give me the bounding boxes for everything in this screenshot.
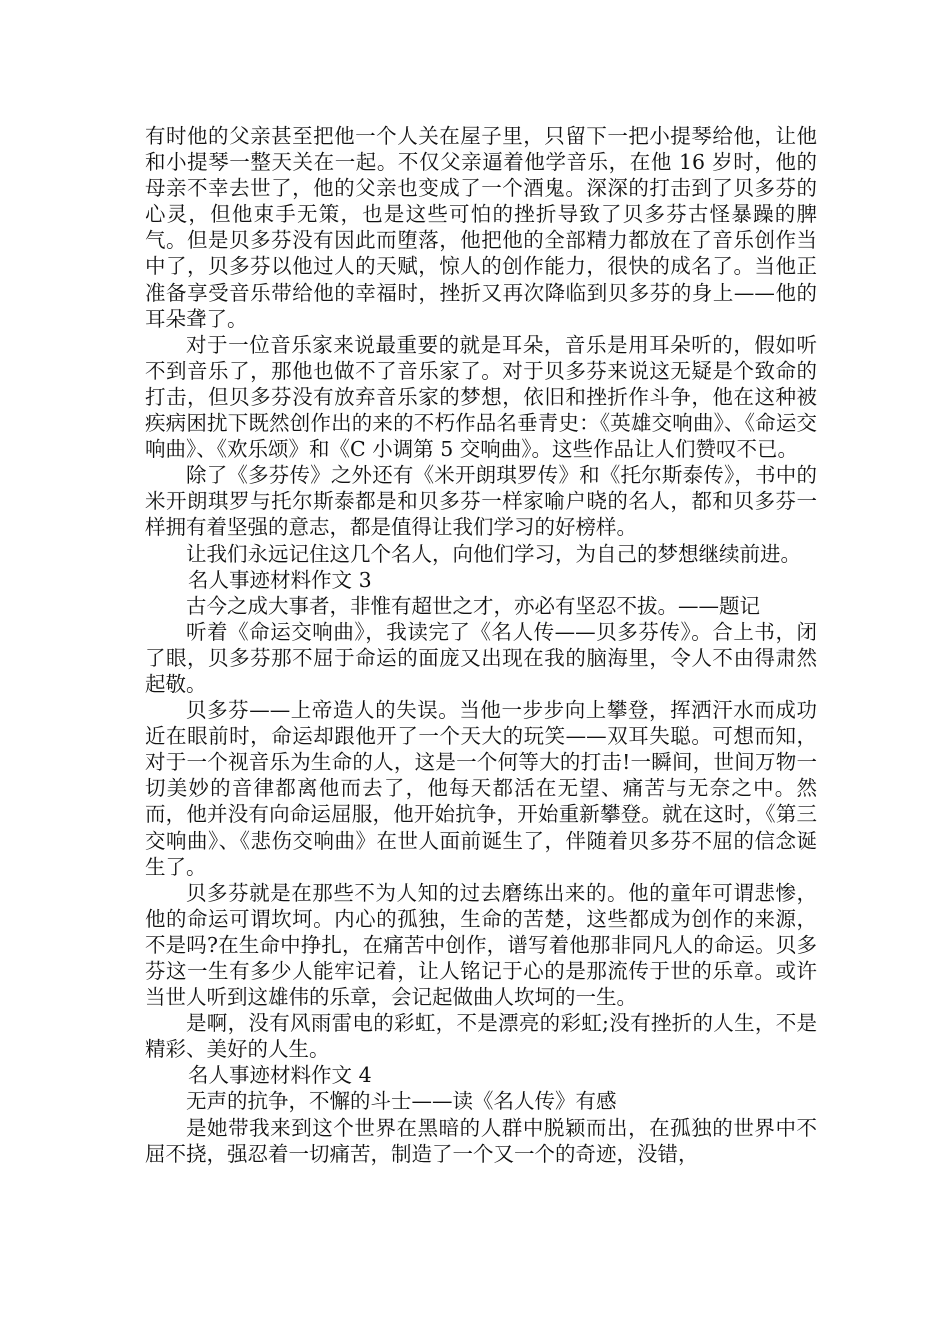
paragraph: 除了《多芬传》之外还有《米开朗琪罗传》和《托尔斯泰传》，书中的米开朗琪罗与托尔斯泰都是和贝多芬一样家喻户晓的名人，都和贝多芬一样拥有着坚强的意志，都是值得让我们学习的好榜样。	[145, 463, 817, 540]
paragraph: 让我们永远记住这几个名人，向他们学习，为自己的梦想继续前进。	[186, 541, 801, 566]
paragraph: 是她带我来到这个世界在黑暗的人群中脱颖而出，在孤独的世界中不屈不挠，强忍着一切痛苦，制造了一个又一个的奇迹，没错，	[145, 1115, 817, 1166]
paragraph: 贝多芬就是在那些不为人知的过去磨练出来的。他的童年可谓悲惨，他的命运可谓坎坷。内心的孤独，生命的苦楚，这些都成为创作的来源，不是吗?在生命中挣扎，在痛苦中创作，谱写着他那非同凡人的命运。贝多芬这一生有多少人能牢记着，让人铭记于心的是那流传于世的乐章。或许当世人听到这雄伟的乐章，会记起做曲人坎坷的一生。	[145, 880, 817, 1010]
paragraph: 贝多芬——上帝造人的失误。当他一步步向上攀登，挥洒汗水而成功近在眼前时，命运却跟他开了一个天大的玩笑——双耳失聪。可想而知，对于一个视音乐为生命的人，这是一个何等大的打击!一瞬间，世间万物一切美妙的音律都离他而去了，他每天都活在无望、痛苦与无奈之中。然而，他并没有向命运屈服，他开始抗争，开始重新攀登。就在这时，《第三交响曲》、《悲伤交响曲》在世人面前诞生了，伴随着贝多芬不屈的信念诞生了。	[145, 698, 817, 879]
section-heading: 名人事迹材料作文 4	[188, 1063, 372, 1088]
paragraph: 古今之成大事者，非惟有超世之才，亦必有坚忍不拔。——题记	[186, 593, 760, 618]
section-heading: 名人事迹材料作文 3	[188, 567, 372, 592]
paragraph: 有时他的父亲甚至把他一个人关在屋子里，只留下一把小提琴给他，让他和小提琴一整天关在一起。不仅父亲逼着他学音乐，在他 16 岁时，他的母亲不幸去世了，他的父亲也变成了一个酒鬼。深深的打击到了贝多芬的心灵，但他束手无策，也是这些可怕的挫折导致了贝多芬古怪暴躁的脾气。但是贝多芬没有因此而堕落，他把他的全部精力都放在了音乐创作当中了，贝多芬以他过人的天赋，惊人的创作能力，很快的成名了。当他正准备享受音乐带给他的幸福时，挫折又再次降临到贝多芬的身上——他的耳朵聋了。	[145, 124, 817, 331]
paragraph: 听着《命运交响曲》，我读完了《名人传——贝多芬传》。合上书，闭了眼，贝多芬那不屈于命运的面庞又出现在我的脑海里，令人不由得肃然起敬。	[145, 619, 817, 696]
paragraph: 是啊，没有风雨雷电的彩虹，不是漂亮的彩虹;没有挫折的人生，不是精彩、美好的人生。	[145, 1011, 817, 1062]
paragraph: 对于一位音乐家来说最重要的就是耳朵，音乐是用耳朵听的，假如听不到音乐了，那他也做不了音乐家了。对于贝多芬来说这无疑是个致命的打击，但贝多芬没有放弃音乐家的梦想，依旧和挫折作斗争，他在这种被疾病困扰下既然创作出的来的不朽作品名垂青史：《英雄交响曲》、《命运交响曲》、《欢乐颂》和《C 小调第 5 交响曲》。这些作品让人们赞叹不已。	[145, 332, 817, 462]
paragraph-subtitle: 无声的抗争，不懈的斗士——读《名人传》有感	[186, 1089, 617, 1114]
document-body	[145, 123, 817, 1167]
